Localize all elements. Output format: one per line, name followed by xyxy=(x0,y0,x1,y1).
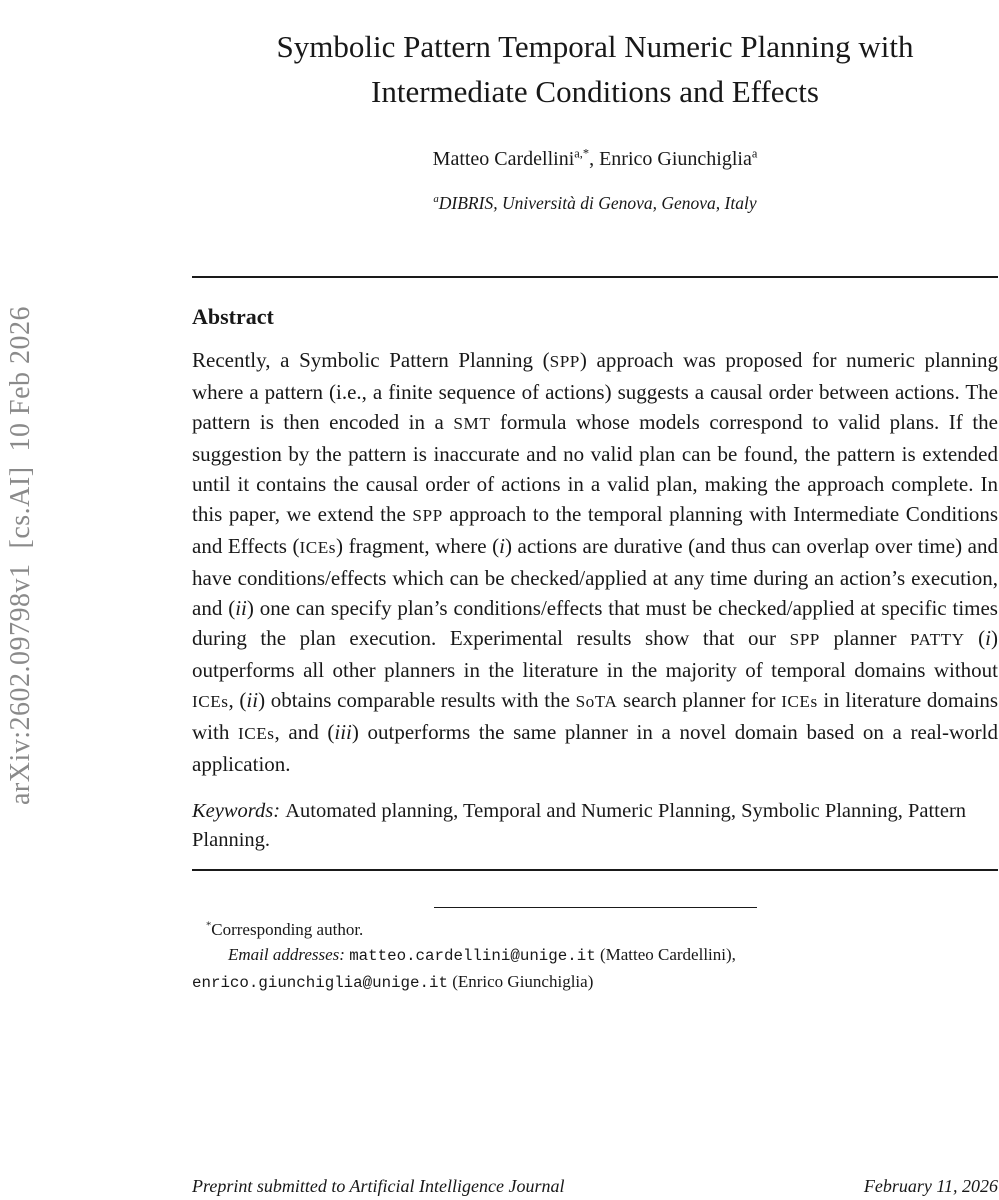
affiliation-line: $^a$DIBRIS, Università di Genova, Genova, Italy xyxy=(433,192,757,213)
top-divider xyxy=(192,276,998,278)
bottom-divider xyxy=(192,869,998,871)
paper-title-line2: Intermediate Conditions and Effects xyxy=(371,73,819,109)
abstract-heading: Abstract xyxy=(192,303,274,329)
footnote-email-1: Email addresses: matteo.cardellini@unige.it (Matteo Cardellini), xyxy=(228,944,736,965)
page-footer xyxy=(192,1176,998,1197)
submission-date: February 11, 2026 xyxy=(863,1176,998,1196)
paper-content xyxy=(192,0,998,996)
authors-line: Matteo Cardellini$^{a,*}$, Enrico Giunchiglia$^a$ xyxy=(432,146,758,170)
paper-title-line1: Symbolic Pattern Temporal Numeric Planning with xyxy=(276,28,914,64)
arxiv-watermark: arXiv:2602.09798v1 [cs.AI] 10 Feb 2026 xyxy=(5,305,36,805)
footnote-divider xyxy=(434,907,757,908)
footnote-email-2: enrico.giunchiglia@unige.it (Enrico Giunchiglia) xyxy=(192,971,594,992)
footnotes-block xyxy=(192,917,998,996)
footnote-corresponding-author: *Corresponding author. xyxy=(206,919,364,939)
keywords-line: Keywords: Automated planning, Temporal and Numeric Planning, Symbolic Planning, Pattern Planning. xyxy=(192,799,967,851)
paper-title xyxy=(192,21,998,114)
abstract-text: Recently, a Symbolic Pattern Planning (SPP) approach was proposed for numeric planning where a pattern (i.e., a finite sequence of actions) suggests a causal order between actions. The pattern is then encoded in a SMT formula whose models correspond to valid plans. If the suggestion by the pattern is inaccurate and no valid plan can be found, the pattern is extended until it contains the causal order of actions in a valid plan, making the approach complete. In this paper, we extend the SPP approach to the temporal planning with Intermediate Conditions and Effects (ICEs) fragment, where (i) actions are durative (and thus can overlap over time) and have conditions/effects which can be checked/applied at any time during an action’s execution, and (ii) one can specify plan’s conditions/effects that must be checked/applied at specific times during the plan execution. Experimental results show that our SPP planner PATTY (i) outperforms all other planners in the literature in the majority of temporal domains without ICEs, (ii) obtains comparable results with the SoTA search planner for ICEs in literature domains with ICEs, and (iii) outperforms the same planner in a novel domain based on a real-world application. xyxy=(192,347,999,776)
preprint-note: Preprint submitted to Artificial Intelligence Journal xyxy=(192,1176,565,1196)
